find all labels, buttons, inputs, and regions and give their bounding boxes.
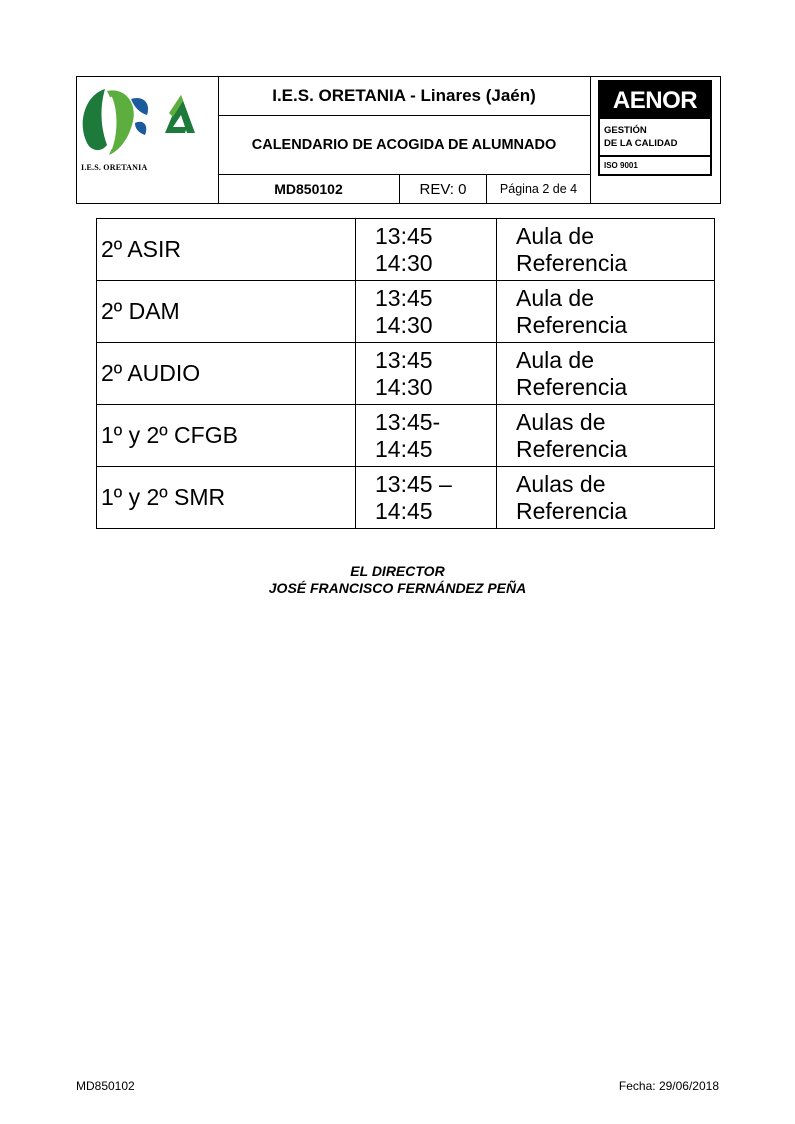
document-title: CALENDARIO DE ACOGIDA DE ALUMNADO: [218, 116, 590, 175]
place-cell: [497, 467, 715, 529]
table-row: [97, 343, 715, 405]
group-cell: 2º AUDIO: [97, 343, 356, 405]
document-header: [76, 76, 721, 204]
footer-code: MD850102: [76, 1079, 135, 1093]
time-start: 13:45: [375, 284, 433, 311]
table-row: [97, 405, 715, 467]
place-cell: [497, 343, 715, 405]
time-start: 13:45-: [375, 408, 441, 435]
place-line1: Aulas de: [516, 408, 606, 435]
school-name: I.E.S. ORETANIA - Linares (Jaén): [218, 77, 590, 116]
document-revision: REV: 0: [400, 175, 487, 203]
logo-cell: [77, 77, 219, 203]
place-line1: Aulas de: [516, 470, 606, 497]
time-start: 13:45 –: [375, 470, 452, 497]
time-cell: [356, 343, 497, 405]
time-cell: [356, 281, 497, 343]
signature-role: EL DIRECTOR: [350, 563, 445, 579]
table-row: [97, 281, 715, 343]
footer-date: Fecha: 29/06/2018: [618, 1079, 719, 1093]
time-start: 13:45: [375, 346, 433, 373]
aenor-standard: ISO 9001: [600, 155, 710, 174]
place-line2: Referencia: [516, 249, 628, 276]
place-cell: [497, 219, 715, 281]
time-end: 14:30: [375, 311, 433, 338]
aenor-certification-badge: [598, 80, 712, 176]
group-cell: 1º y 2º CFGB: [97, 405, 356, 467]
place-line2: Referencia: [516, 435, 628, 462]
aenor-label-line1: GESTIÓN: [604, 125, 647, 136]
aenor-label: [604, 124, 678, 150]
document-code: MD850102: [218, 175, 400, 203]
group-cell: 1º y 2º SMR: [97, 467, 356, 529]
table-row: [97, 467, 715, 529]
time-cell: [356, 467, 497, 529]
time-cell: [356, 219, 497, 281]
place-cell: [497, 405, 715, 467]
group-cell: 2º DAM: [97, 281, 356, 343]
logo-caption: I.E.S. ORETANIA: [81, 163, 148, 172]
certification-cell: [590, 77, 721, 203]
table-row: [97, 219, 715, 281]
aenor-label-line2: DE LA CALIDAD: [604, 138, 678, 149]
page-number: Página 2 de 4: [499, 182, 578, 196]
schedule-table: [96, 218, 715, 529]
document-meta-row: [218, 175, 590, 203]
oretania-logo-icon: [77, 83, 207, 163]
time-start: 13:45: [375, 222, 433, 249]
place-line2: Referencia: [516, 497, 628, 524]
signature-name: JOSÉ FRANCISCO FERNÁNDEZ PEÑA: [268, 580, 527, 596]
time-end: 14:30: [375, 249, 433, 276]
aenor-brand: AENOR: [600, 82, 710, 119]
time-end: 14:30: [375, 373, 433, 400]
place-line2: Referencia: [516, 311, 628, 338]
signature-block: [0, 563, 795, 597]
time-end: 14:45: [375, 435, 433, 462]
place-line1: Aula de: [516, 346, 595, 373]
time-cell: [356, 405, 497, 467]
time-end: 14:45: [375, 497, 433, 524]
place-line2: Referencia: [516, 373, 628, 400]
place-line1: Aula de: [516, 222, 595, 249]
place-line1: Aula de: [516, 284, 595, 311]
place-cell: [497, 281, 715, 343]
group-cell: 2º ASIR: [97, 219, 356, 281]
